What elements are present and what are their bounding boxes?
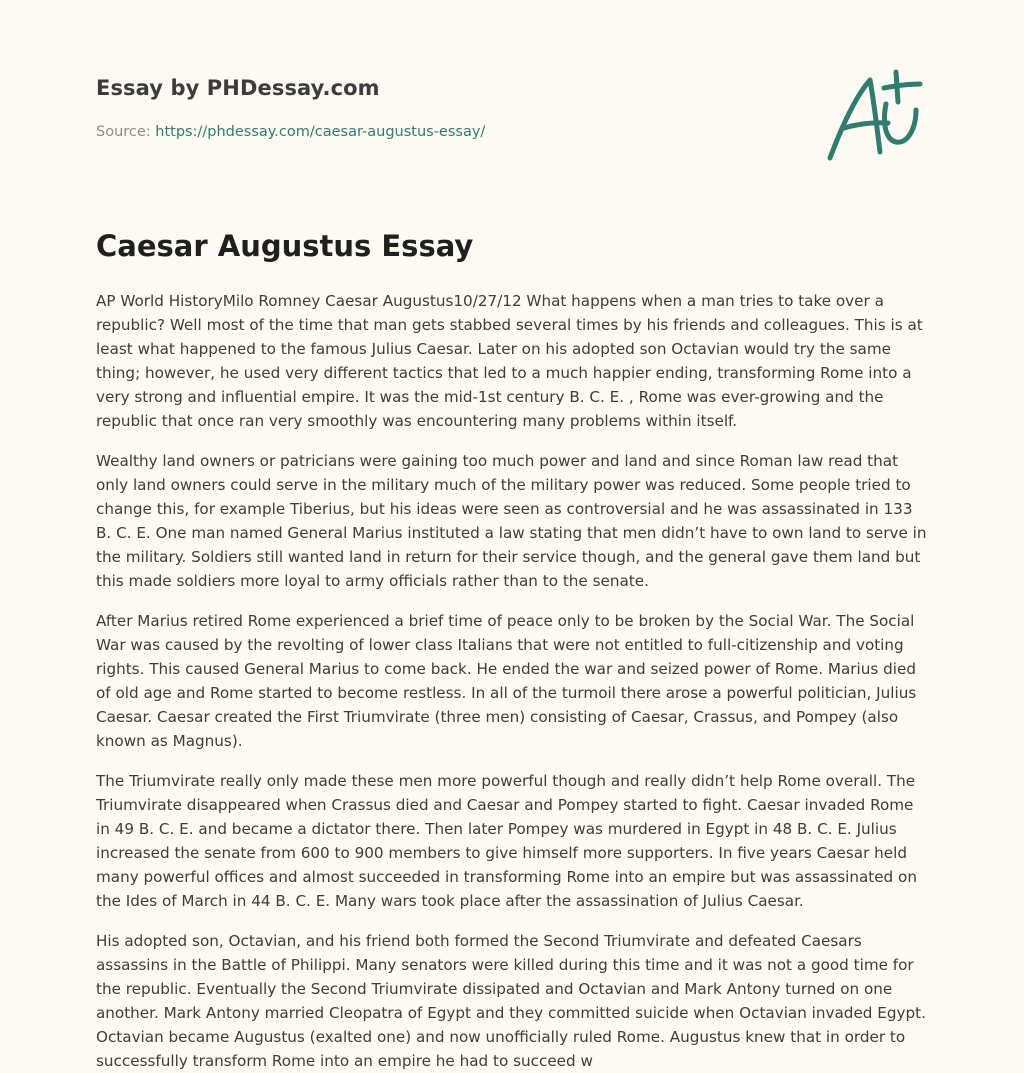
- essay-paragraph: After Marius retired Rome experienced a brief time of peace only to be broken by the Social War. The Social War was caused by the revolting of lower class Italians that were not entitled to full-citizenship and voting rights. This caused General Marius to come back. He ended the war and seized power of Rome. Marius died of old age and Rome started to become restless. In all of the turmoil there arose a powerful politician, Julius Caesar. Caesar created the First Triumvirate (three men) consisting of Caesar, Crassus, and Pompey (also known as Magnus).: [96, 612, 917, 750]
- essay-body: [96, 289, 928, 1073]
- source-label: Source:: [96, 124, 151, 140]
- site-brand: Essay by PHDessay.com: [96, 76, 380, 100]
- source-line: [96, 124, 485, 140]
- essay-paragraph: AP World HistoryMilo Romney Caesar Augustus10/27/12 What happens when a man tries to take over a republic? Well most of the time that man gets stabbed several times by his friends and colleagues. This is at least what happened to the famous Julius Caesar. Later on his adopted son Octavian would try the same thing; however, he used very different tactics that led to a much happier ending, transforming Rome into a very strong and influential empire. It was the mid-1st century B. C. E. , Rome was ever-growing and the republic that once ran very smoothly was encountering many problems within itself.: [96, 292, 923, 430]
- a-plus-logo-icon: [824, 66, 928, 166]
- essay-paragraph: The Triumvirate really only made these men more powerful though and really didn’t help Rome overall. The Triumvirate disappeared when Crassus died and Caesar and Pompey started to fight. Caesar invaded Rome in 49 B. C. E. and became a dictator there. Then later Pompey was murdered in Egypt in 48 B. C. E. Julius increased the senate from 600 to 900 members to give himself more supporters. In five years Caesar held many powerful offices and almost succeeded in transforming Rome into an empire but was assassinated on the Ides of March in 44 B. C. E. Many wars took place after the assassination of Julius Caesar.: [96, 772, 917, 910]
- page-header: [96, 0, 928, 200]
- essay-title: Caesar Augustus Essay: [96, 229, 474, 263]
- essay-paragraph: His adopted son, Octavian, and his friend both formed the Second Triumvirate and defeated Caesars assassins in the Battle of Philippi. Many senators were killed during this time and it was not a good time for the republic. Eventually the Second Triumvirate dissipated and Octavian and Mark Antony turned on one another. Mark Antony married Cleopatra of Egypt and they committed suicide when Octavian invaded Egypt. Octavian became Augustus (exalted one) and now unofficially ruled Rome. Augustus knew that in order to successfully transform Rome into an empire he had to succeed w: [96, 932, 926, 1070]
- source-link[interactable]: https://phdessay.com/caesar-augustus-essay/: [155, 124, 486, 140]
- essay-paragraph: Wealthy land owners or patricians were gaining too much power and land and since Roman law read that only land owners could serve in the military much of the military power was reduced. Some people tried to change this, for example Tiberius, but his ideas were seen as controversial and he was assassinated in 133 B. C. E. One man named General Marius instituted a law stating that men didn’t have to own land to serve in the military. Soldiers still wanted land in return for their service though, and the general gave them land but this made soldiers more loyal to army officials rather than to the senate.: [96, 452, 927, 590]
